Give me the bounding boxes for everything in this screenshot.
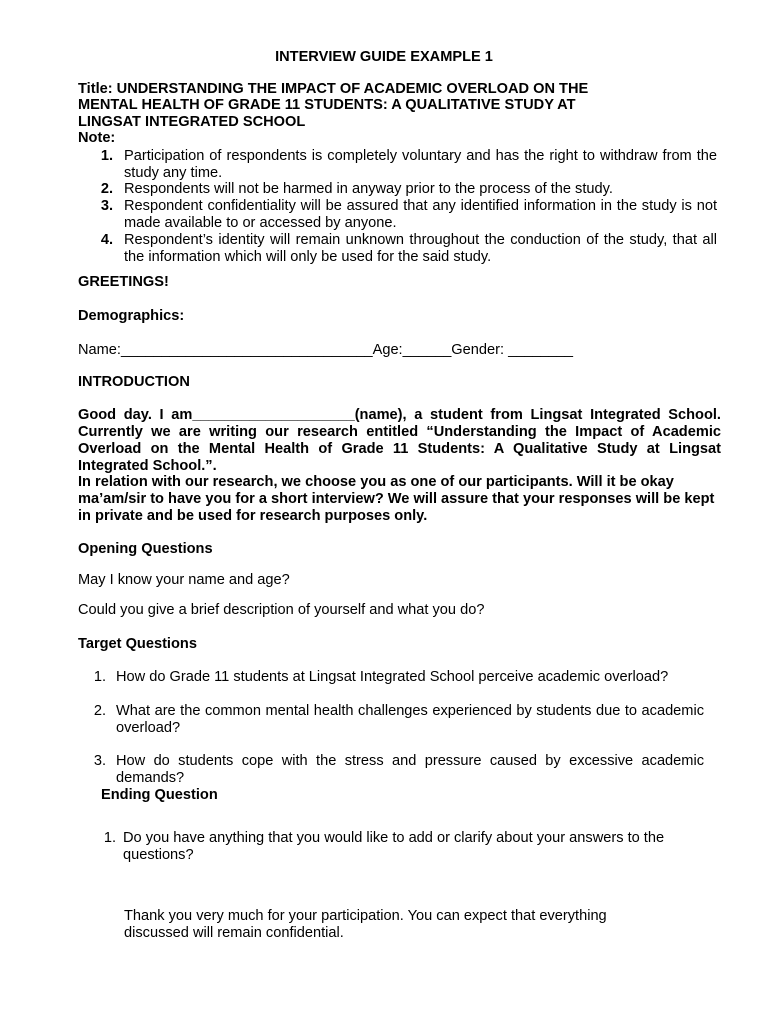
document-title: INTERVIEW GUIDE EXAMPLE 1 bbox=[275, 49, 493, 65]
note-label: Note: bbox=[78, 130, 116, 146]
introduction-heading: INTRODUCTION bbox=[78, 374, 190, 390]
note-number: 3. bbox=[100, 198, 113, 214]
closing-statement: Thank you very much for your participation. You can expect that everything discussed will remain confidential. bbox=[124, 908, 607, 941]
introduction-paragraph: Good day. I am____________________(name), a student from Lingsat Integrated School. Currently we are writing our research entitled “Understanding the Impact of Academic Overload on the Mental Health of Grade 11 Students: A Qualitative Study at Lingsat Integrated School.”. bbox=[78, 407, 721, 474]
ending-question-number: 1. bbox=[103, 830, 116, 846]
demographics-fields: Name:_______________________________Age:______Gender: ________ bbox=[78, 342, 574, 358]
target-question-number: 3. bbox=[93, 753, 106, 769]
demographics-heading: Demographics: bbox=[78, 308, 185, 324]
target-question-number: 2. bbox=[93, 703, 106, 719]
ending-question-heading: Ending Question bbox=[101, 787, 218, 803]
study-title-line-3: LINGSAT INTEGRATED SCHOOL bbox=[78, 114, 306, 130]
note-item: Participation of respondents is completely voluntary and has the right to withdraw from the study any time. bbox=[124, 148, 717, 181]
introduction-paragraph: In relation with our research, we choose you as one of our participants. Will it be okay ma’am/sir to have you for a short interview? We will assure that your responses will be kept in private and be used for research purposes only. bbox=[78, 474, 715, 524]
study-title-line-1: Title: UNDERSTANDING THE IMPACT OF ACADEMIC OVERLOAD ON THE bbox=[78, 81, 589, 97]
note-number: 4. bbox=[100, 232, 113, 248]
opening-question: May I know your name and age? bbox=[78, 572, 290, 588]
note-item: Respondents will not be harmed in anyway prior to the process of the study. bbox=[124, 181, 613, 197]
target-question: How do Grade 11 students at Lingsat Integrated School perceive academic overload? bbox=[116, 669, 669, 685]
opening-question: Could you give a brief description of yourself and what you do? bbox=[78, 602, 485, 618]
note-number: 2. bbox=[100, 181, 113, 197]
note-item: Respondent confidentiality will be assured that any identified information in the study is not made available to or accessed by anyone. bbox=[124, 198, 717, 231]
note-number: 1. bbox=[100, 148, 113, 164]
greetings-heading: GREETINGS! bbox=[78, 274, 169, 290]
opening-questions-heading: Opening Questions bbox=[78, 541, 213, 557]
target-questions-heading: Target Questions bbox=[78, 636, 197, 652]
target-question: How do students cope with the stress and pressure caused by excessive academic demands? bbox=[116, 753, 704, 786]
target-question: What are the common mental health challenges experienced by students due to academic overload? bbox=[116, 703, 704, 736]
ending-question: Do you have anything that you would like to add or clarify about your answers to the questions? bbox=[123, 830, 665, 863]
study-title-line-2: MENTAL HEALTH OF GRADE 11 STUDENTS: A QUALITATIVE STUDY AT bbox=[78, 97, 576, 113]
target-question-number: 1. bbox=[93, 669, 106, 685]
note-item: Respondent’s identity will remain unknown throughout the conduction of the study, that all the information which will only be used for the said study. bbox=[124, 232, 717, 265]
